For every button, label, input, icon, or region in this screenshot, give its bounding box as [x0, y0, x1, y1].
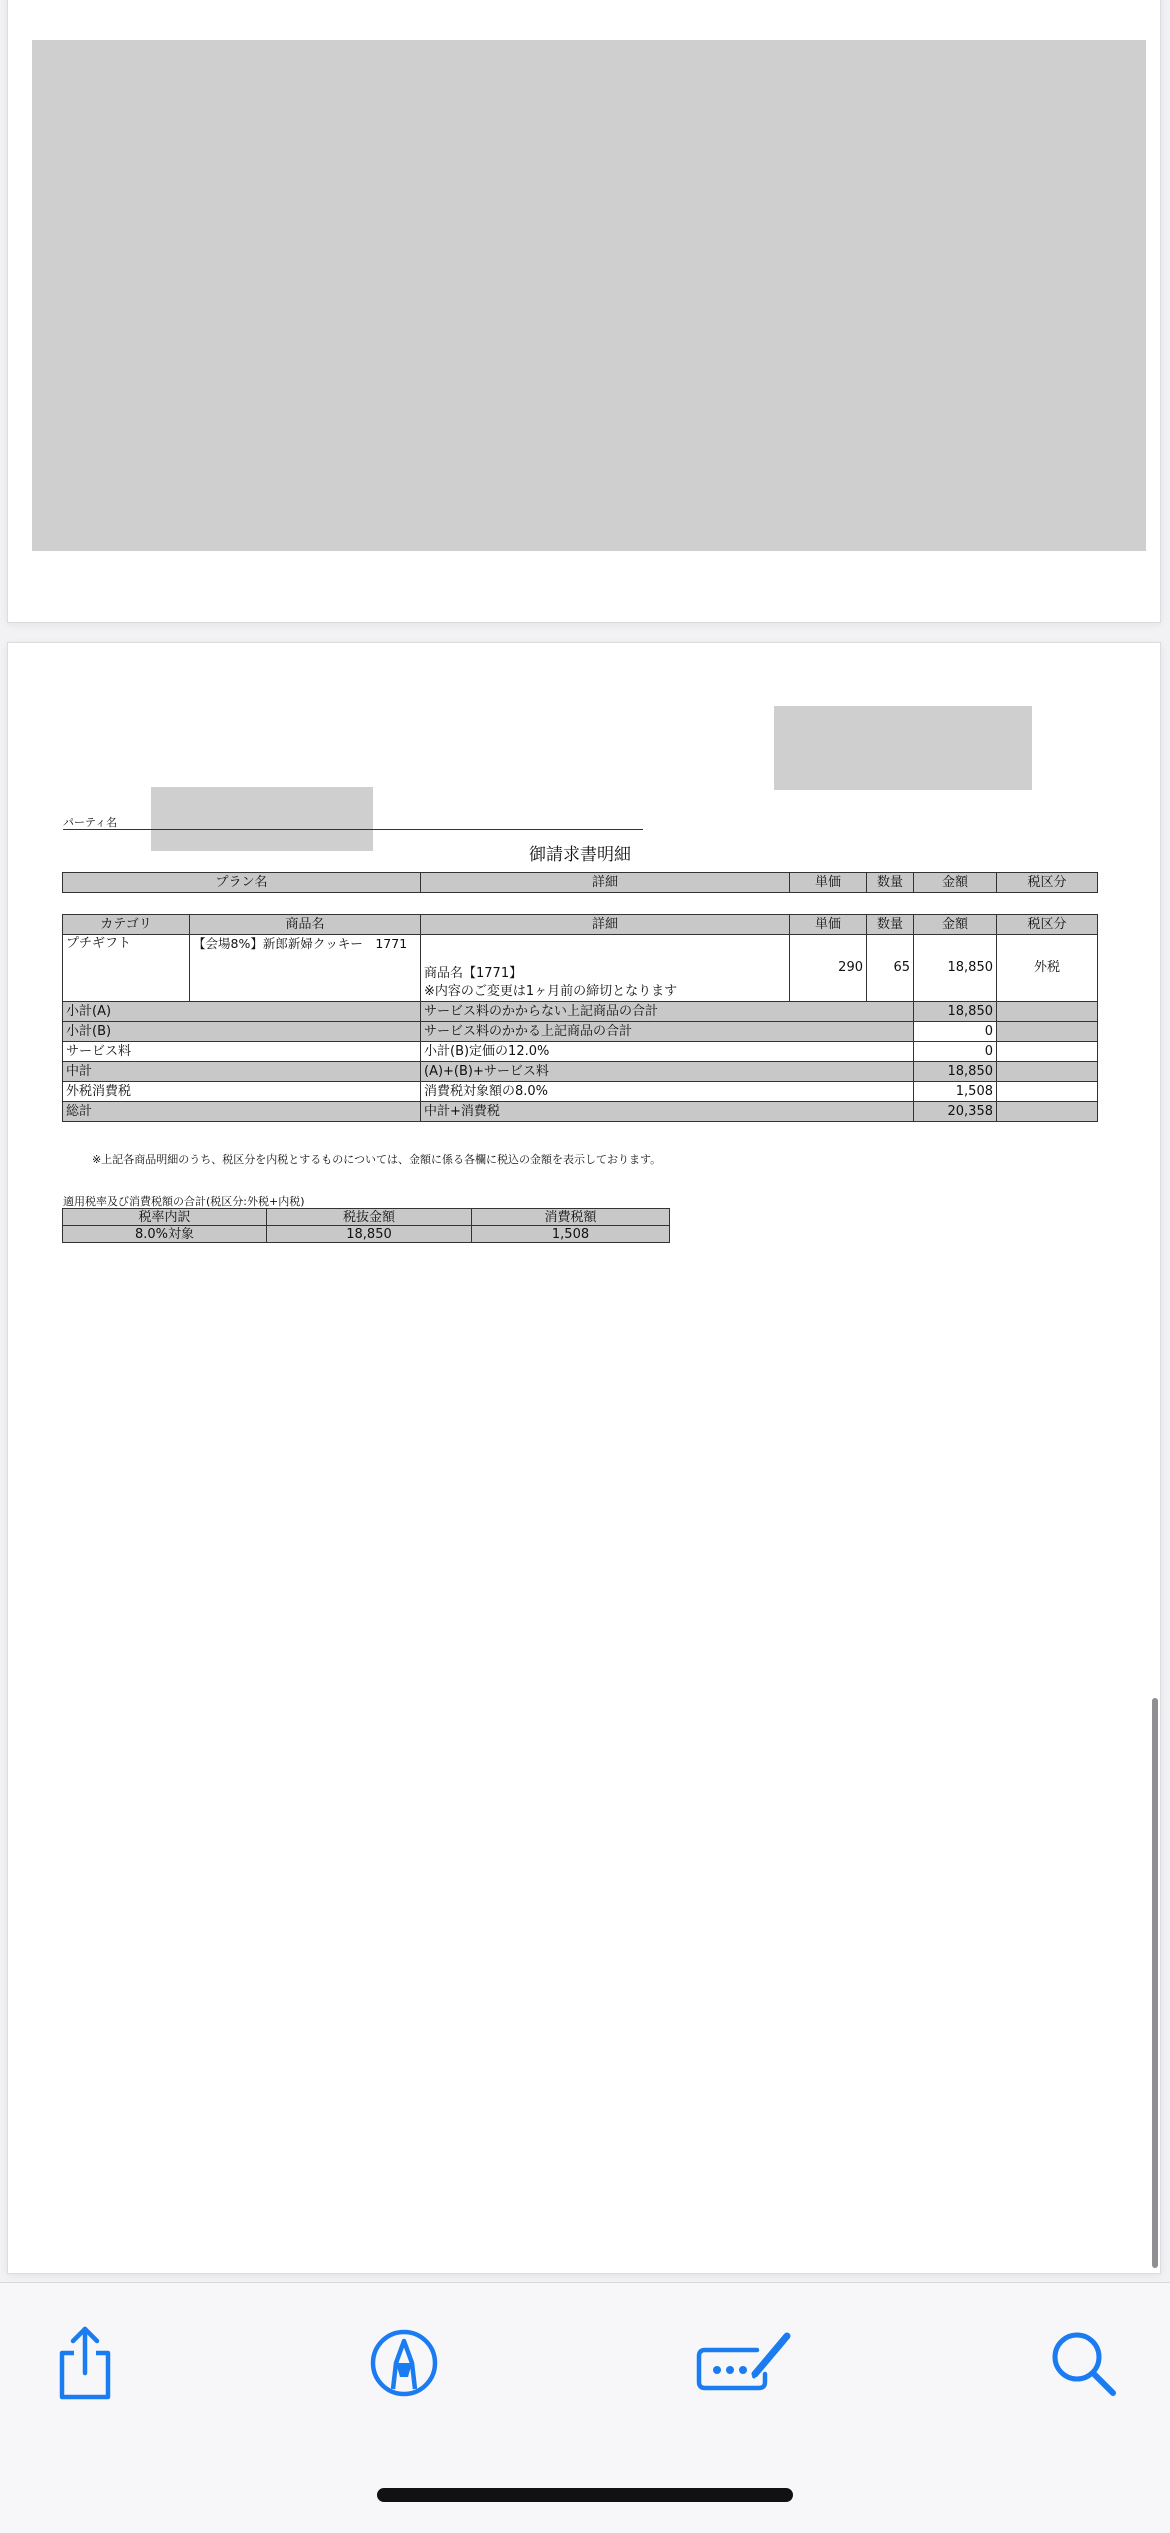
search-icon	[1047, 2327, 1119, 2399]
col-quantity: 数量	[867, 915, 914, 935]
plan-table	[62, 872, 1098, 893]
tax-excluded-value: 18,850	[267, 1226, 472, 1243]
col-tax-excluded: 税抜金額	[267, 1209, 472, 1226]
summary-row-total	[63, 1102, 1098, 1122]
signature-button[interactable]	[695, 2318, 795, 2408]
tax-display-note: ※上記各商品明細のうち、税区分を内税とするものについては、金額に係る各欄に税込の金額を表示しております。	[92, 1153, 662, 1166]
redacted-area	[32, 40, 1146, 551]
tax-summary-header	[63, 1209, 670, 1226]
summary-label: 総計	[63, 1102, 421, 1122]
summary-row-subtotal-a	[63, 1002, 1098, 1022]
summary-blank	[997, 1042, 1098, 1062]
col-amount: 金額	[914, 873, 997, 893]
summary-blank	[997, 1022, 1098, 1042]
redacted-block	[774, 706, 1032, 790]
item-unit-price: 290	[790, 935, 867, 1002]
tax-summary-row	[63, 1226, 670, 1243]
summary-row-service-fee	[63, 1042, 1098, 1062]
summary-label: 外税消費税	[63, 1082, 421, 1102]
item-tax-type: 外税	[997, 935, 1098, 1002]
item-table-header	[63, 915, 1098, 935]
markup-button[interactable]	[359, 2318, 449, 2408]
summary-blank	[997, 1102, 1098, 1122]
tax-summary-caption: 適用税率及び消費税額の合計(税区分:外税+内税)	[63, 1195, 305, 1208]
tax-amount-value: 1,508	[472, 1226, 670, 1243]
col-unit-price: 単価	[790, 915, 867, 935]
summary-detail: 小計(B)定価の12.0%	[421, 1042, 914, 1062]
summary-amount: 1,508	[914, 1082, 997, 1102]
vertical-scrollbar[interactable]	[1152, 1698, 1158, 2268]
item-quantity: 65	[867, 935, 914, 1002]
col-tax-amount: 消費税額	[472, 1209, 670, 1226]
col-plan-name: プラン名	[63, 873, 421, 893]
markup-pen-icon	[368, 2327, 440, 2399]
summary-label: 小計(B)	[63, 1022, 421, 1042]
summary-amount: 18,850	[914, 1062, 997, 1082]
summary-label: サービス料	[63, 1042, 421, 1062]
plan-table-header	[63, 873, 1098, 893]
item-detail	[421, 935, 790, 1002]
summary-row-midtotal	[63, 1062, 1098, 1082]
item-row	[63, 935, 1098, 1002]
item-detail-line1: 商品名【1771】	[424, 966, 523, 981]
share-icon	[50, 2323, 120, 2403]
search-button[interactable]	[1038, 2318, 1128, 2408]
party-name-underline	[63, 829, 643, 830]
item-table	[62, 914, 1098, 1122]
item-product: 【会場8%】新郎新婦クッキー 1771	[190, 935, 421, 1002]
col-product: 商品名	[190, 915, 421, 935]
tax-rate-value: 8.0%対象	[63, 1226, 267, 1243]
summary-detail: サービス料のかかる上記商品の合計	[421, 1022, 914, 1042]
summary-detail: 消費税対象額の8.0%	[421, 1082, 914, 1102]
summary-amount: 18,850	[914, 1002, 997, 1022]
col-quantity: 数量	[867, 873, 914, 893]
summary-label: 中計	[63, 1062, 421, 1082]
summary-amount: 0	[914, 1022, 997, 1042]
share-button[interactable]	[40, 2318, 130, 2408]
item-amount: 18,850	[914, 935, 997, 1002]
summary-detail: サービス料のかからない上記商品の合計	[421, 1002, 914, 1022]
summary-row-tax	[63, 1082, 1098, 1102]
home-indicator[interactable]	[377, 2488, 793, 2502]
col-tax-type: 税区分	[997, 915, 1098, 935]
summary-label: 小計(A)	[63, 1002, 421, 1022]
col-category: カテゴリ	[63, 915, 190, 935]
summary-blank	[997, 1062, 1098, 1082]
summary-amount: 0	[914, 1042, 997, 1062]
col-detail: 詳細	[421, 915, 790, 935]
col-tax-type: 税区分	[997, 873, 1098, 893]
signature-icon	[695, 2328, 795, 2398]
col-amount: 金額	[914, 915, 997, 935]
summary-amount: 20,358	[914, 1102, 997, 1122]
col-unit-price: 単価	[790, 873, 867, 893]
summary-row-subtotal-b	[63, 1022, 1098, 1042]
party-name-label: パーティ名	[63, 816, 118, 829]
tax-summary-table	[62, 1208, 670, 1243]
summary-blank	[997, 1082, 1098, 1102]
invoice-title: 御請求書明細	[529, 845, 631, 865]
summary-detail: 中計+消費税	[421, 1102, 914, 1122]
summary-detail: (A)+(B)+サービス料	[421, 1062, 914, 1082]
col-tax-rate: 税率内訳	[63, 1209, 267, 1226]
col-detail: 詳細	[421, 873, 790, 893]
item-detail-line2: ※内容のご変更は1ヶ月前の締切となります	[424, 984, 678, 999]
summary-blank	[997, 1002, 1098, 1022]
item-category: プチギフト	[63, 935, 190, 1002]
